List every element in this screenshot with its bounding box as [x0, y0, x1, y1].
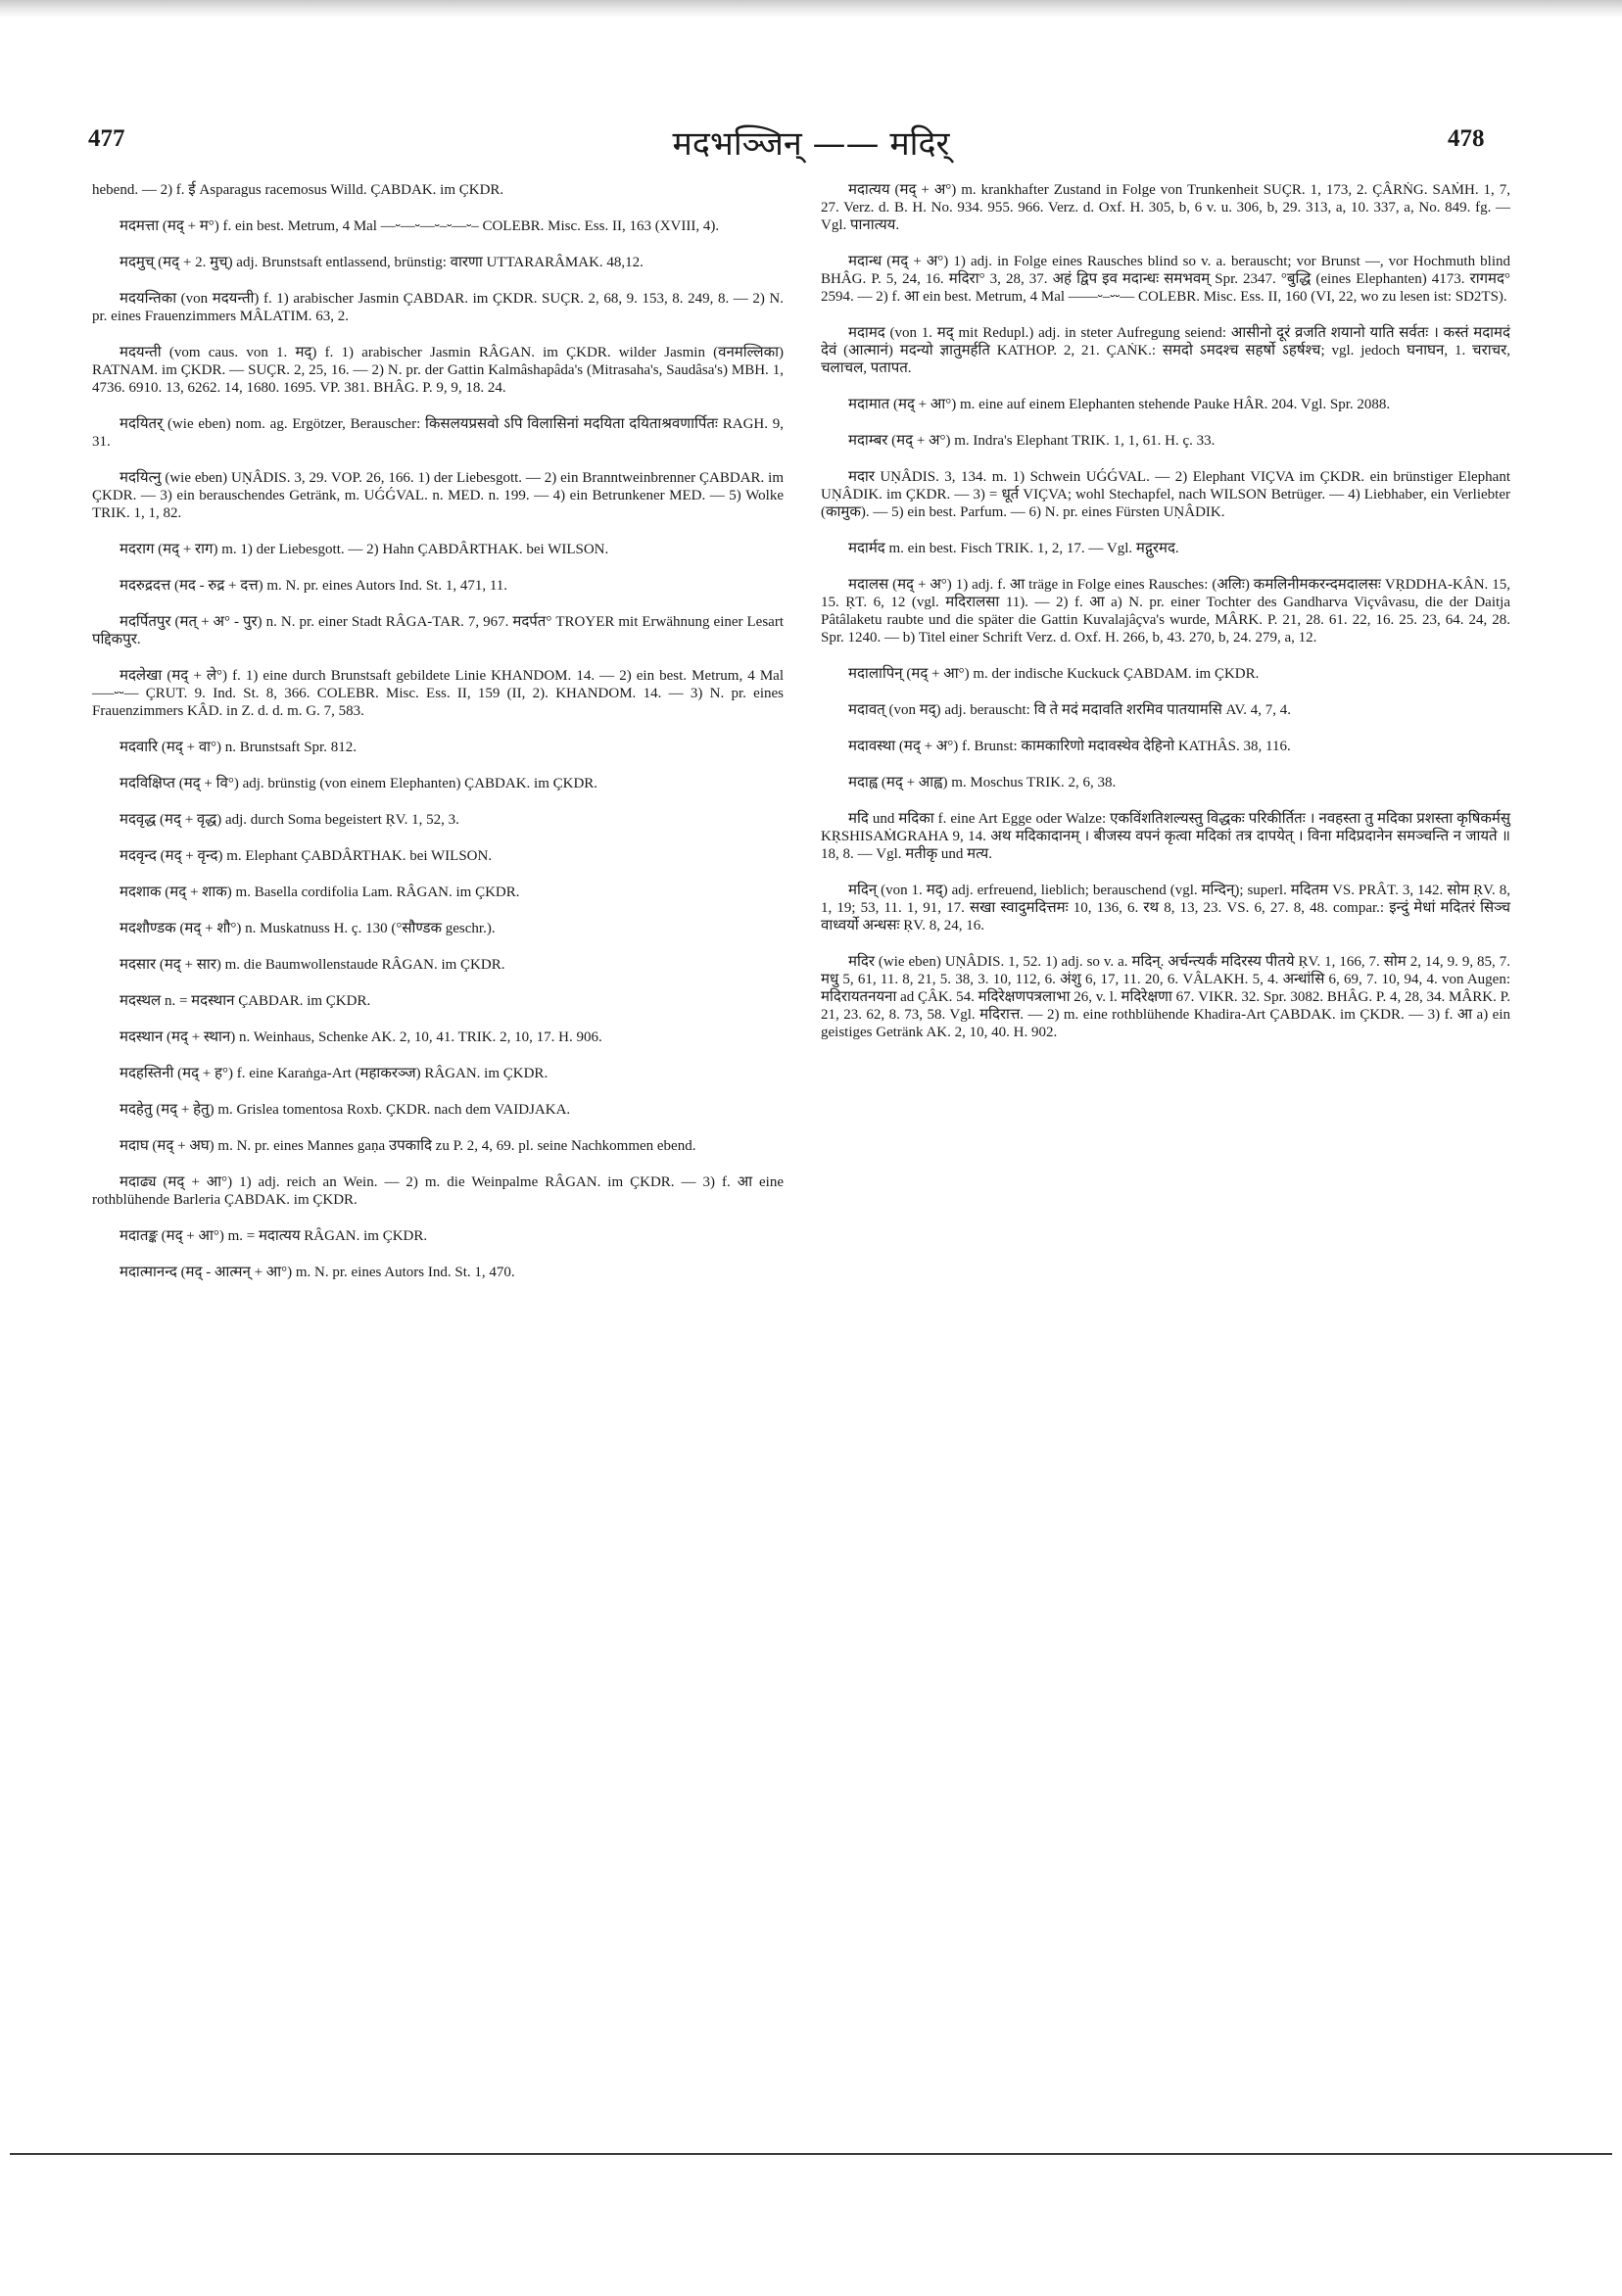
dictionary-entry: मदिर (wie eben) UṆÂDIS. 1, 52. 1) adj. so v. a. मदिन्. अर्चन्त्यर्कं मदिरस्य पीतये ṚV. 1, 166, 7. सोम 2, 14, 9. 9, 85, 7. मधु 5, 61, 11. 8, 21, 5. 38, 3. 10, 112, 6. अंशु 6, 17, 11. 20, 6. VÂLAKH. 5, 4. अन्धांसि 6, 69, 7. 10, 94, 4. von Augen: मदिरायतनयना ad ÇÂK. 54. मदिरेक्षणपत्रलाभा 26, v. l. मदिरेक्षणा 67. VIKR. 32. Spr. 3082. BHÂG. P. 4, 28, 34. MÂRK. P. 21, 23. 62, 8. 73, 58. Vgl. मदिरात्त. — 2) m. eine rothblühende Khadira-Art ÇABDAK. im ÇKDR. — 3) f. आ a) ein geistiges Getränk AK. 2, 10, 40. H. 902. — [821, 954, 1510, 1040]
dictionary-entry: मदमुच् (मद् + 2. मुच्) adj. Brunstsaft entlassend, brünstig: वारणा UTTARARÂMAK. 48,12. — [119, 255, 644, 270]
dictionary-entry: मदस्थल n. = मदस्थान ÇABDAR. im ÇKDR. — [119, 993, 371, 1009]
dictionary-entry: मदयन्ती (vom caus. von 1. मद्) f. 1) arabischer Jasmin RÂGAN. im ÇKDR. wilder Jasmin (वनमल्लिका) RATNAM. im ÇKDR. — SUÇR. 2, 25, 16. — 2) N. pr. der Gattin Kalmâshapâda's (Mitrasaha's, Saudâsa's) MBH. 1, 4736. 6910. 13, 6262. 14, 1680. 1695. VP. 381. BHÂG. P. 9, 9, 18. 24. — [92, 345, 784, 396]
dictionary-entry: मदामद (von 1. मद् mit Redupl.) adj. in steter Aufregung seiend: आसीनो दूरं व्रजति शयानो याति सर्वतः । कस्तं मदामदं देवं (आत्मानं) मदन्यो ज्ञातुमर्हति KATHOP. 2, 21. ÇAṄK.: समदो ऽमदश्च सहर्षो ऽहर्षश्च; vgl. jedoch घनाघन, 1. चराचर, चलाचल, पतापत. — [821, 325, 1510, 376]
dictionary-entry: मदयित्नु (wie eben) UṆÂDIS. 3, 29. VOP. 26, 166. 1) der Liebesgott. — 2) ein Branntweinbrenner ÇABDAR. im ÇKDR. — 3) ein berauschendes Getränk, m. UǴǴVAL. n. MED. n. 199. — 4) ein Betrunkener MED. — 5) Wolke TRIK. 1, 1, 82. — [92, 470, 784, 521]
dictionary-entry: मदाढ्य (मद् + आ°) 1) adj. reich an Wein. — 2) m. die Weinpalme RÂGAN. im ÇKDR. — 3) f. आ eine rothblühende Barleria ÇABDAK. im ÇKDR. — [92, 1174, 784, 1208]
dictionary-entry: मदराग (मद् + राग) m. 1) der Liebesgott. — 2) Hahn ÇABDÂRTHAK. bei WILSON. — [119, 542, 609, 557]
bottom-rule — [10, 2153, 1612, 2155]
dictionary-entry: मदशौण्डक (मद् + शौ°) n. Muskatnuss H. ç. 130 (°सौण्डक geschr.). — [119, 921, 496, 936]
dictionary-entry: मदसार (मद् + सार) m. die Baumwollenstaude RÂGAN. im ÇKDR. — [119, 957, 505, 973]
scan-top-band — [0, 0, 1622, 18]
dictionary-entry: मदाह्व (मद् + आह्व) m. Moschus TRIK. 2, 6, 38. — [848, 775, 1117, 790]
dictionary-entry: मदान्ध (मद् + अ°) 1) adj. in Folge eines Rausches blind so v. a. berauscht; vor Brunst —, vor Hochmuth blind BHÂG. P. 5, 24, 16. मदिरा° 3, 28, 37. अहं द्विप इव मदान्धः समभवम् Spr. 2347. °बुद्धि (eines Elephanten) 4173. रागमद° 2594. — 2) f. आ ein best. Metrum, 4 Mal ––––⏑–⏑⏑–– COLEBR. Misc. Ess. II, 160 (VI, 22, wo zu lesen ist: SD2TS). — [821, 254, 1510, 305]
dictionary-entry: मदलेखा (मद् + ले°) f. 1) eine durch Brunstsaft gebildete Linie KHANDOM. 14. — 2) ein best. Metrum, 4 Mal –––⏑⏑–– ÇRUT. 9. Ind. St. 8, 366. COLEBR. Misc. Ess. II, 159 (II, 2). KHANDOM. 14. — 3) N. pr. eines Frauenzimmers KÂD. in Z. d. d. m. G. 7, 583. — [92, 668, 784, 719]
dictionary-entry: मदवारि (मद् + वा°) n. Brunstsaft Spr. 812. — [119, 740, 357, 755]
dictionary-entry: मदर्पितपुर (मत् + अ° - पुर) n. N. pr. einer Stadt RÂGA-TAR. 7, 967. मदर्पत° TROYER mit Erwähnung einer Lesart पद्दिकपुर. — [92, 614, 784, 647]
dictionary-entry: मदाघ (मद् + अघ) m. N. pr. eines Mannes gaṇa उपकादि zu P. 2, 4, 69. pl. seine Nachkommen ebend. — [119, 1138, 696, 1154]
right-column — [821, 181, 1510, 1060]
dictionary-entry: मदयन्तिका (von मदयन्ती) f. 1) arabischer Jasmin ÇABDAR. im ÇKDR. SUÇR. 2, 68, 9. 153, 8. 249, 8. — 2) N. pr. eines Frauenzimmers MÂLATIM. 63, 2. — [92, 291, 784, 324]
dictionary-entry: मदार्मद m. ein best. Fisch TRIK. 1, 2, 17. — Vgl. मद्गुरमद. — [848, 541, 1179, 556]
dictionary-entry: मदावस्था (मद् + अ°) f. Brunst: कामकारिणो मदावस्थेव देहिनो KATHÂS. 38, 116. — [848, 739, 1291, 754]
left-column — [92, 181, 784, 1300]
dictionary-entry: मदवृन्द (मद् + वृन्द) m. Elephant ÇABDÂRTHAK. bei WILSON. — [119, 848, 493, 864]
dictionary-entry: मदालस (मद् + अ°) 1) adj. f. आ träge in Folge eines Rausches: (अलिः) कमलिनीमकरन्दमदालसः VṚDDHA-KÂN. 15, 15. ṚT. 6, 12 (vgl. मदिरालसा 11). — 2) f. आ a) N. pr. einer Tochter des Gandharva Viçvâvasu, die der Daitja Pâtâlaketu raubte und die später die Gattin Kuvalajâçva's wurde, MÂRK. P. 21, 28. 61. 22, 16. 25. 23, 64. 24, 28. Spr. 1240. — b) Titel einer Schrift Verz. d. Oxf. H. 266, b, 43. 270, b, 24. 279, a, 12. — [821, 577, 1510, 646]
dictionary-entry: मदालापिन् (मद् + आ°) m. der indische Kuckuck ÇABDAM. im ÇKDR. — [848, 666, 1260, 682]
dictionary-entry: मदामात (मद् + आ°) m. eine auf einem Elephanten stehende Pauke HÂR. 204. Vgl. Spr. 2088. — [848, 397, 1391, 412]
dictionary-entry: मदयितर् (wie eben) nom. ag. Ergötzer, Berauscher: किसलयप्रसवो ऽपि विलासिनां मदयिता दयिताश्रवणार्पितः RAGH. 9, 31. — [92, 416, 784, 450]
dictionary-entry: मदाम्बर (मद् + अ°) m. Indra's Elephant TRIK. 1, 1, 61. H. ç. 33. — [848, 433, 1216, 449]
dictionary-entry: मदशाक (मद् + शाक) m. Basella cordifolia Lam. RÂGAN. im ÇKDR. — [119, 885, 520, 900]
running-head: मदभञ्जिन् —— मदिर् — [672, 124, 950, 164]
dictionary-entry: मदविक्षिप्त (मद् + वि°) adj. brünstig (von einem Elephanten) ÇABDAK. im ÇKDR. — [119, 776, 598, 791]
dictionary-entry: मदात्यय (मद् + अ°) m. krankhafter Zustand in Folge von Trunkenheit SUÇR. 1, 173, 2. ÇÂRṄG. SAṀH. 1, 7, 27. Verz. d. B. H. No. 934. 955. 966. Verz. d. Oxf. H. 305, b, 6 v. u. 306, b, 29. 313, a, 10. 337, a, No. 849. fg. — Vgl. पानात्यय. — [821, 182, 1510, 233]
dictionary-entry: मदमत्ता (मद् + म°) f. ein best. Metrum, 4 Mal ––⏑––⏑––⏑–⏑––⏑– COLEBR. Misc. Ess. II, 163 (XVIII, 4). — [119, 218, 720, 234]
dictionary-entry: मदहेतु (मद् + हेतु) m. Grislea tomentosa Roxb. ÇKDR. nach dem VAIDJAKA. — [119, 1102, 571, 1118]
dictionary-entry: मदरुद्रदत्त (मद - रुद्र + दत्त) m. N. pr. eines Autors Ind. St. 1, 471, 11. — [119, 578, 508, 594]
dictionary-entry: मदहस्तिनी (मद् + ह°) f. eine Karaṅga-Art (महाकरञ्ज) RÂGAN. im ÇKDR. — [119, 1066, 549, 1081]
dictionary-entry: मदात्मानन्द (मद् - आत्मन् + आ°) m. N. pr. eines Autors Ind. St. 1, 470. — [119, 1265, 515, 1280]
dictionary-entry: मदि und मदिका f. eine Art Egge oder Walze: एकविंशतिशल्यस्तु विद्धकः परिकीर्तितः । नवहस्ता तु मदिका प्रशस्ता कृषिकर्मसु KṚSHISAṀGRAHA 9, 14. अथ मदिकादानम् । बीजस्य वपनं कृत्वा मदिकां तत्र दापयेत् । विना मदिप्रदानेन समञ्चन्ति न जायते ॥ 18, 8. — Vgl. मतीकृ und मत्य. — [821, 811, 1510, 862]
dictionary-entry: मदवृद्ध (मद् + वृद्ध) adj. durch Soma begeistert ṚV. 1, 52, 3. — [119, 812, 459, 828]
dictionary-entry: मदावत् (von मद्) adj. berauscht: वि ते मदं मदावति शरमिव पातयामसि AV. 4, 7, 4. — [848, 702, 1292, 718]
dictionary-entry: मदार UṆÂDIS. 3, 134. m. 1) Schwein UǴǴVAL. — 2) Elephant VIÇVA im ÇKDR. ein brünstiger Elephant UṆÂDIK. im ÇKDR. — 3) = धूर्त VIÇVA; wohl Stechapfel, nach WILSON Betrüger. — 4) Liebhaber, ein Verliebter (कामुक). — 5) ein best. Parfum. — 6) N. pr. eines Fürsten UṆÂDIK. — [821, 469, 1510, 520]
dictionary-entry: मदस्थान (मद् + स्थान) n. Weinhaus, Schenke AK. 2, 10, 41. TRIK. 2, 10, 17. H. 906. — [119, 1029, 602, 1045]
dictionary-entry: मदिन् (von 1. मद्) adj. erfreuend, lieblich; berauschend (vgl. मन्दिन्); superl. मदितम VS. PRÂT. 3, 142. सोम ṚV. 8, 1, 19; 53, 11. 1, 91, 17. सखा स्वादुमदित्तमः 10, 136, 6. रथ 8, 13, 23. VS. 6, 27. 8, 48. compar.: इन्दुं मेधां मदितरं सिञ्च वाध्वर्यो अन्धसः ṚV. 8, 24, 16. — [821, 883, 1510, 933]
page-number-left: 477 — [88, 125, 125, 152]
dictionary-entry: मदातङ्क (मद् + आ°) m. = मदात्यय RÂGAN. im ÇKDR. — [119, 1228, 428, 1244]
dictionary-entry: hebend. — 2) f. ई Asparagus racemosus Willd. ÇABDAK. im ÇKDR. — [92, 182, 504, 198]
page-number-right: 478 — [1448, 125, 1485, 152]
